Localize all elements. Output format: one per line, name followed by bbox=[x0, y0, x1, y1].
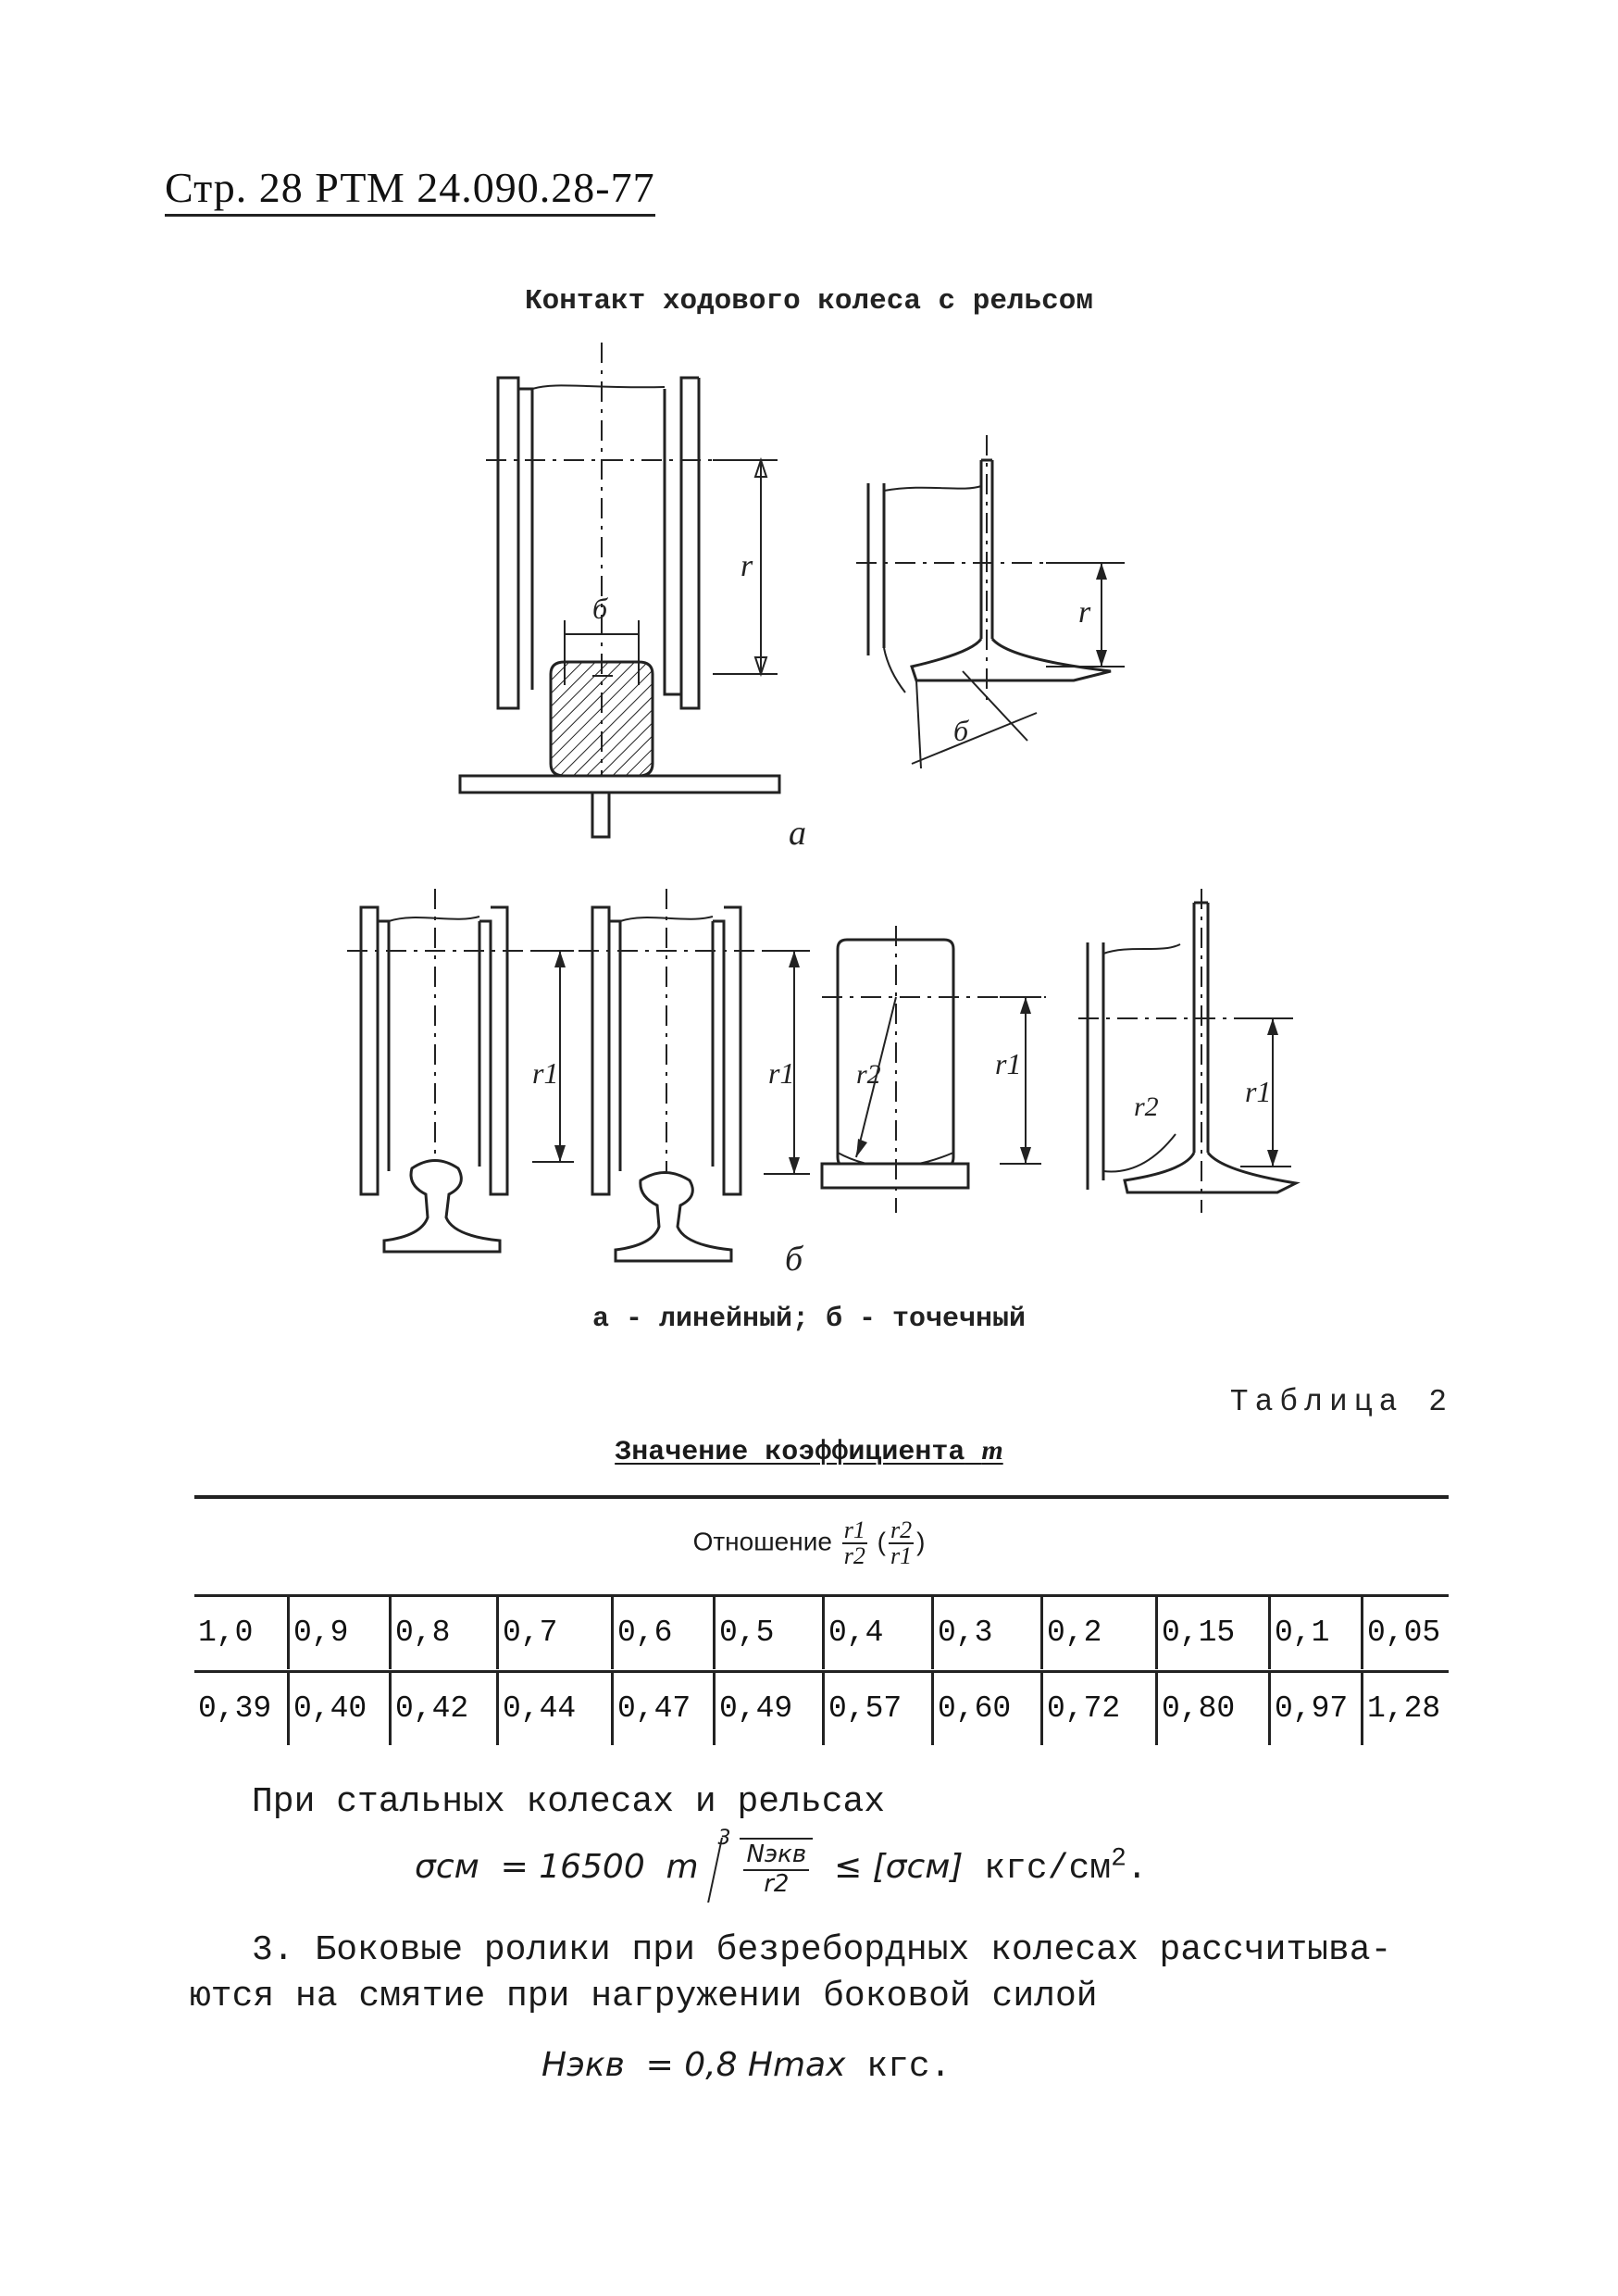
formula1-coef: = 16500 bbox=[500, 1847, 645, 1886]
fig-b-point-1 bbox=[347, 889, 574, 1252]
fig-b-point-4 bbox=[1078, 889, 1296, 1213]
table-cell: 1,28 bbox=[1361, 1673, 1449, 1745]
table-cell: 0,42 bbox=[389, 1673, 496, 1745]
ratio-alt-num: r2 bbox=[890, 1516, 913, 1543]
table-ratio-header: Отношение $\frac{r1}{r2}$ ( $\frac{r2}{r1}$ ) bbox=[692, 1516, 926, 1569]
r2-label-b4: r2 bbox=[1134, 1092, 1159, 1122]
paragraph-3-line-2: ются на смятие при нагружении боковой силой bbox=[190, 1977, 1098, 2016]
table-cell: 0,40 bbox=[287, 1673, 389, 1745]
r1-label-b4: r1 bbox=[1245, 1075, 1272, 1108]
fig-b-point-3 bbox=[822, 926, 1046, 1213]
table-cell: 0,4 bbox=[822, 1597, 931, 1669]
table-cell: 0,7 bbox=[496, 1597, 611, 1669]
formula1-den: r2 bbox=[764, 1869, 790, 1898]
table-cell: 0,6 bbox=[611, 1597, 713, 1669]
table-number: Таблица 2 bbox=[1229, 1385, 1453, 1419]
formula1-root-index: 3 bbox=[717, 1827, 731, 1850]
formula1-root bbox=[717, 1827, 813, 1899]
table-row-m bbox=[194, 1673, 1449, 1745]
page-header: Стр. 28 РТМ 24.090.28-77 bbox=[165, 165, 655, 217]
steel-wheels-text: При стальных колесах и рельсах bbox=[252, 1782, 886, 1822]
table-top-rule bbox=[194, 1495, 1449, 1499]
ratio-num: r1 bbox=[843, 1516, 865, 1543]
r1-label-b1: r1 bbox=[532, 1056, 559, 1090]
width-label-a: б bbox=[592, 592, 608, 625]
width-label-a2: б bbox=[953, 714, 969, 747]
table-cell: 0,97 bbox=[1268, 1673, 1361, 1745]
formula2-lhs: Hэкв bbox=[541, 2046, 625, 2084]
r1-label-b3: r1 bbox=[995, 1047, 1022, 1080]
table-cell: 0,80 bbox=[1155, 1673, 1268, 1745]
table-cell: 0,3 bbox=[931, 1597, 1040, 1669]
r2-label-b3: r2 bbox=[856, 1059, 881, 1090]
r1-label-b2: r1 bbox=[768, 1056, 795, 1090]
formula-stress bbox=[415, 1827, 1148, 1899]
formula2-unit: кгс. bbox=[866, 2047, 952, 2087]
table-cell: 0,8 bbox=[389, 1597, 496, 1669]
table-cell: 0,44 bbox=[496, 1673, 611, 1745]
radius-label-a2: r bbox=[1078, 595, 1091, 630]
table-cell: 1,0 bbox=[198, 1616, 254, 1650]
fig-b-point-2 bbox=[579, 889, 810, 1261]
table-cell: 0,5 bbox=[713, 1597, 822, 1669]
formula1-end: . bbox=[1126, 1848, 1148, 1889]
formula1-num: Nэкв bbox=[743, 1841, 809, 1871]
table-cell: 0,47 bbox=[611, 1673, 713, 1745]
table-cell: 0,9 bbox=[287, 1597, 389, 1669]
table-cell: 0,39 bbox=[198, 1691, 272, 1726]
table-cell: 0,15 bbox=[1155, 1597, 1268, 1669]
ratio-label: Отношение bbox=[692, 1527, 832, 1556]
table-cell: 0,57 bbox=[822, 1673, 931, 1745]
table-title-text: Значение коэффициента bbox=[615, 1437, 965, 1468]
ratio-fraction bbox=[842, 1518, 867, 1568]
figure-title: Контакт ходового колеса с рельсом bbox=[525, 285, 1093, 318]
figure-caption: а - линейный; б - точечный bbox=[591, 1304, 1027, 1335]
formula1-m: m bbox=[666, 1847, 699, 1886]
fig-a-rail-side bbox=[856, 435, 1125, 768]
table-title bbox=[0, 1435, 1618, 1468]
table-row-ratios bbox=[194, 1597, 1449, 1669]
formula1-rhs: ≤ [σсм] bbox=[834, 1847, 964, 1886]
table-cell: 0,72 bbox=[1040, 1673, 1155, 1745]
table-cell: 0,05 bbox=[1361, 1597, 1449, 1669]
ratio-den: r2 bbox=[843, 1542, 865, 1569]
paragraph-3-line-1: 3. Боковые ролики при безребордных колесах рассчитыва- bbox=[252, 1930, 1392, 1970]
radius-label-a: r bbox=[741, 549, 753, 583]
table-cell: 0,1 bbox=[1268, 1597, 1361, 1669]
table-cell: 0,60 bbox=[931, 1673, 1040, 1745]
ratio-alt-fraction bbox=[889, 1518, 914, 1568]
figure-label-a: а bbox=[789, 814, 806, 853]
formula-lateral-force bbox=[541, 2046, 951, 2087]
formula1-unit-exp: 2 bbox=[1111, 1844, 1126, 1874]
table-title-symbol: m bbox=[981, 1435, 1003, 1466]
ratio-alt-den: r1 bbox=[890, 1542, 913, 1569]
formula2-rhs: = 0,8 Hmax bbox=[645, 2046, 846, 2084]
table-cell: 0,2 bbox=[1040, 1597, 1155, 1669]
figure-label-b: б bbox=[785, 1240, 803, 1279]
formula1-lhs: σсм bbox=[415, 1847, 479, 1886]
formula1-unit: кгс/см bbox=[984, 1848, 1112, 1889]
fig-a-linear-wheel bbox=[460, 343, 779, 837]
table-cell: 0,49 bbox=[713, 1673, 822, 1745]
